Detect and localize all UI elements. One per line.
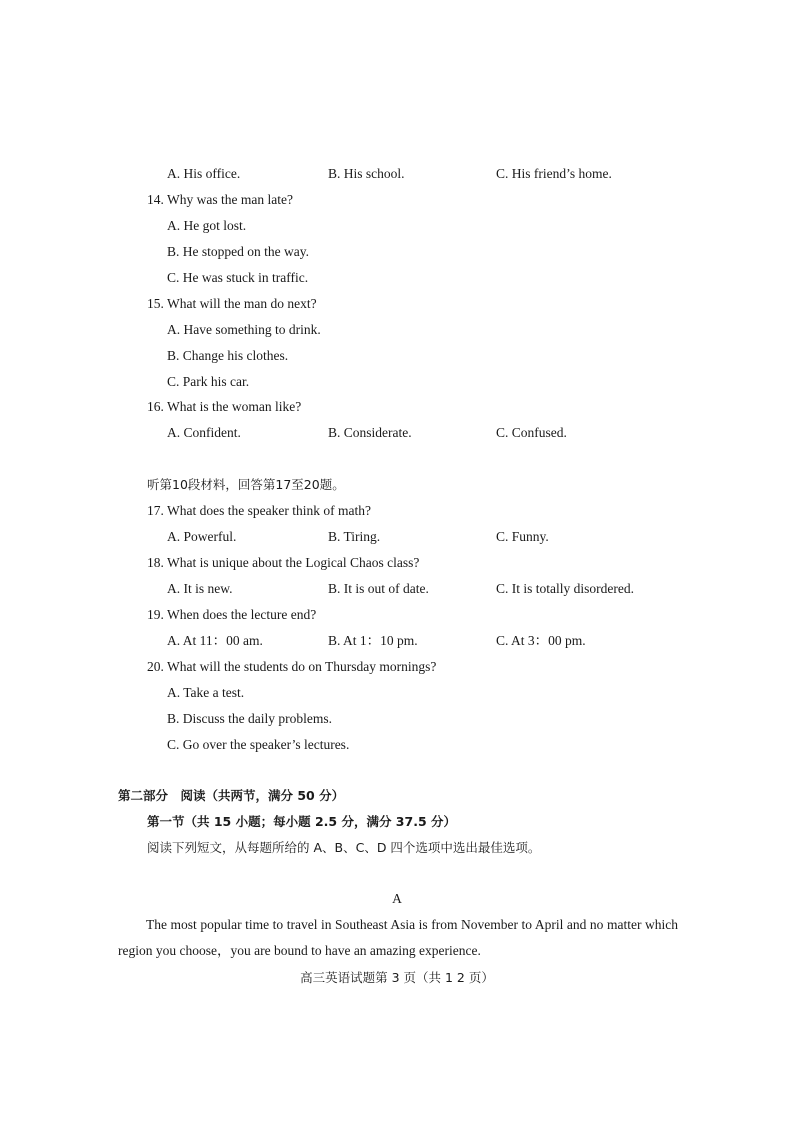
passage-label: A: [392, 891, 402, 906]
section1-heading: 第一节（共 15 小题；每小题 2.5 分，满分 37.5 分）: [147, 814, 456, 829]
q13-option-b: B. His school.: [328, 166, 405, 181]
question-16: 16. What is the woman like?: [147, 399, 302, 414]
q14-option-c: C. He was stuck in traffic.: [167, 270, 309, 285]
q17-option-b: B. Tiring.: [328, 529, 381, 544]
q13-option-a: A. His office.: [167, 166, 241, 181]
page-footer: 高三英语试题第 3 页（共 1 2 页）: [300, 970, 494, 985]
q18-option-a: A. It is new.: [167, 581, 233, 596]
q17-option-a: A. Powerful.: [167, 529, 237, 544]
question-19: 19. When does the lecture end?: [147, 607, 317, 622]
q19-option-a: A. At 11：00 am.: [167, 633, 263, 648]
passage-paragraph: The most popular time to travel in Southeast Asia is from November to April and no matter which region you choose，you are bound to have an amazing experience.: [118, 917, 678, 958]
q16-option-c: C. Confused.: [496, 425, 567, 440]
reading-instruction: 阅读下列短文，从每题所给的 A、B、C、D 四个选项中选出最佳选项。: [147, 840, 541, 855]
q16-option-b: B. Considerate.: [328, 425, 412, 440]
part2-heading: 第二部分 阅读（共两节，满分 50 分）: [118, 788, 345, 803]
q13-option-c: C. His friend’s home.: [496, 166, 612, 181]
question-18: 18. What is unique about the Logical Chaos class?: [147, 555, 420, 570]
q16-option-a: A. Confident.: [167, 425, 241, 440]
q19-option-b: B. At 1：10 pm.: [328, 633, 418, 648]
q18-option-b: B. It is out of date.: [328, 581, 429, 596]
q20-option-b: B. Discuss the daily problems.: [167, 711, 332, 726]
question-17: 17. What does the speaker think of math?: [147, 503, 371, 518]
listening-instruction: 听第10段材料，回答第17至20题。: [147, 477, 345, 492]
q14-option-b: B. He stopped on the way.: [167, 244, 309, 259]
q18-option-c: C. It is totally disordered.: [496, 581, 634, 596]
q20-option-a: A. Take a test.: [167, 685, 245, 700]
q19-option-c: C. At 3：00 pm.: [496, 633, 586, 648]
q15-option-a: A. Have something to drink.: [167, 322, 321, 337]
question-15: 15. What will the man do next?: [147, 296, 317, 311]
q14-option-a: A. He got lost.: [167, 218, 247, 233]
q15-option-b: B. Change his clothes.: [167, 348, 289, 363]
q15-option-c: C. Park his car.: [167, 374, 250, 389]
q17-option-c: C. Funny.: [496, 529, 549, 544]
question-14: 14. Why was the man late?: [147, 192, 293, 207]
question-20: 20. What will the students do on Thursday mornings?: [147, 659, 437, 674]
q20-option-c: C. Go over the speaker’s lectures.: [167, 737, 350, 752]
